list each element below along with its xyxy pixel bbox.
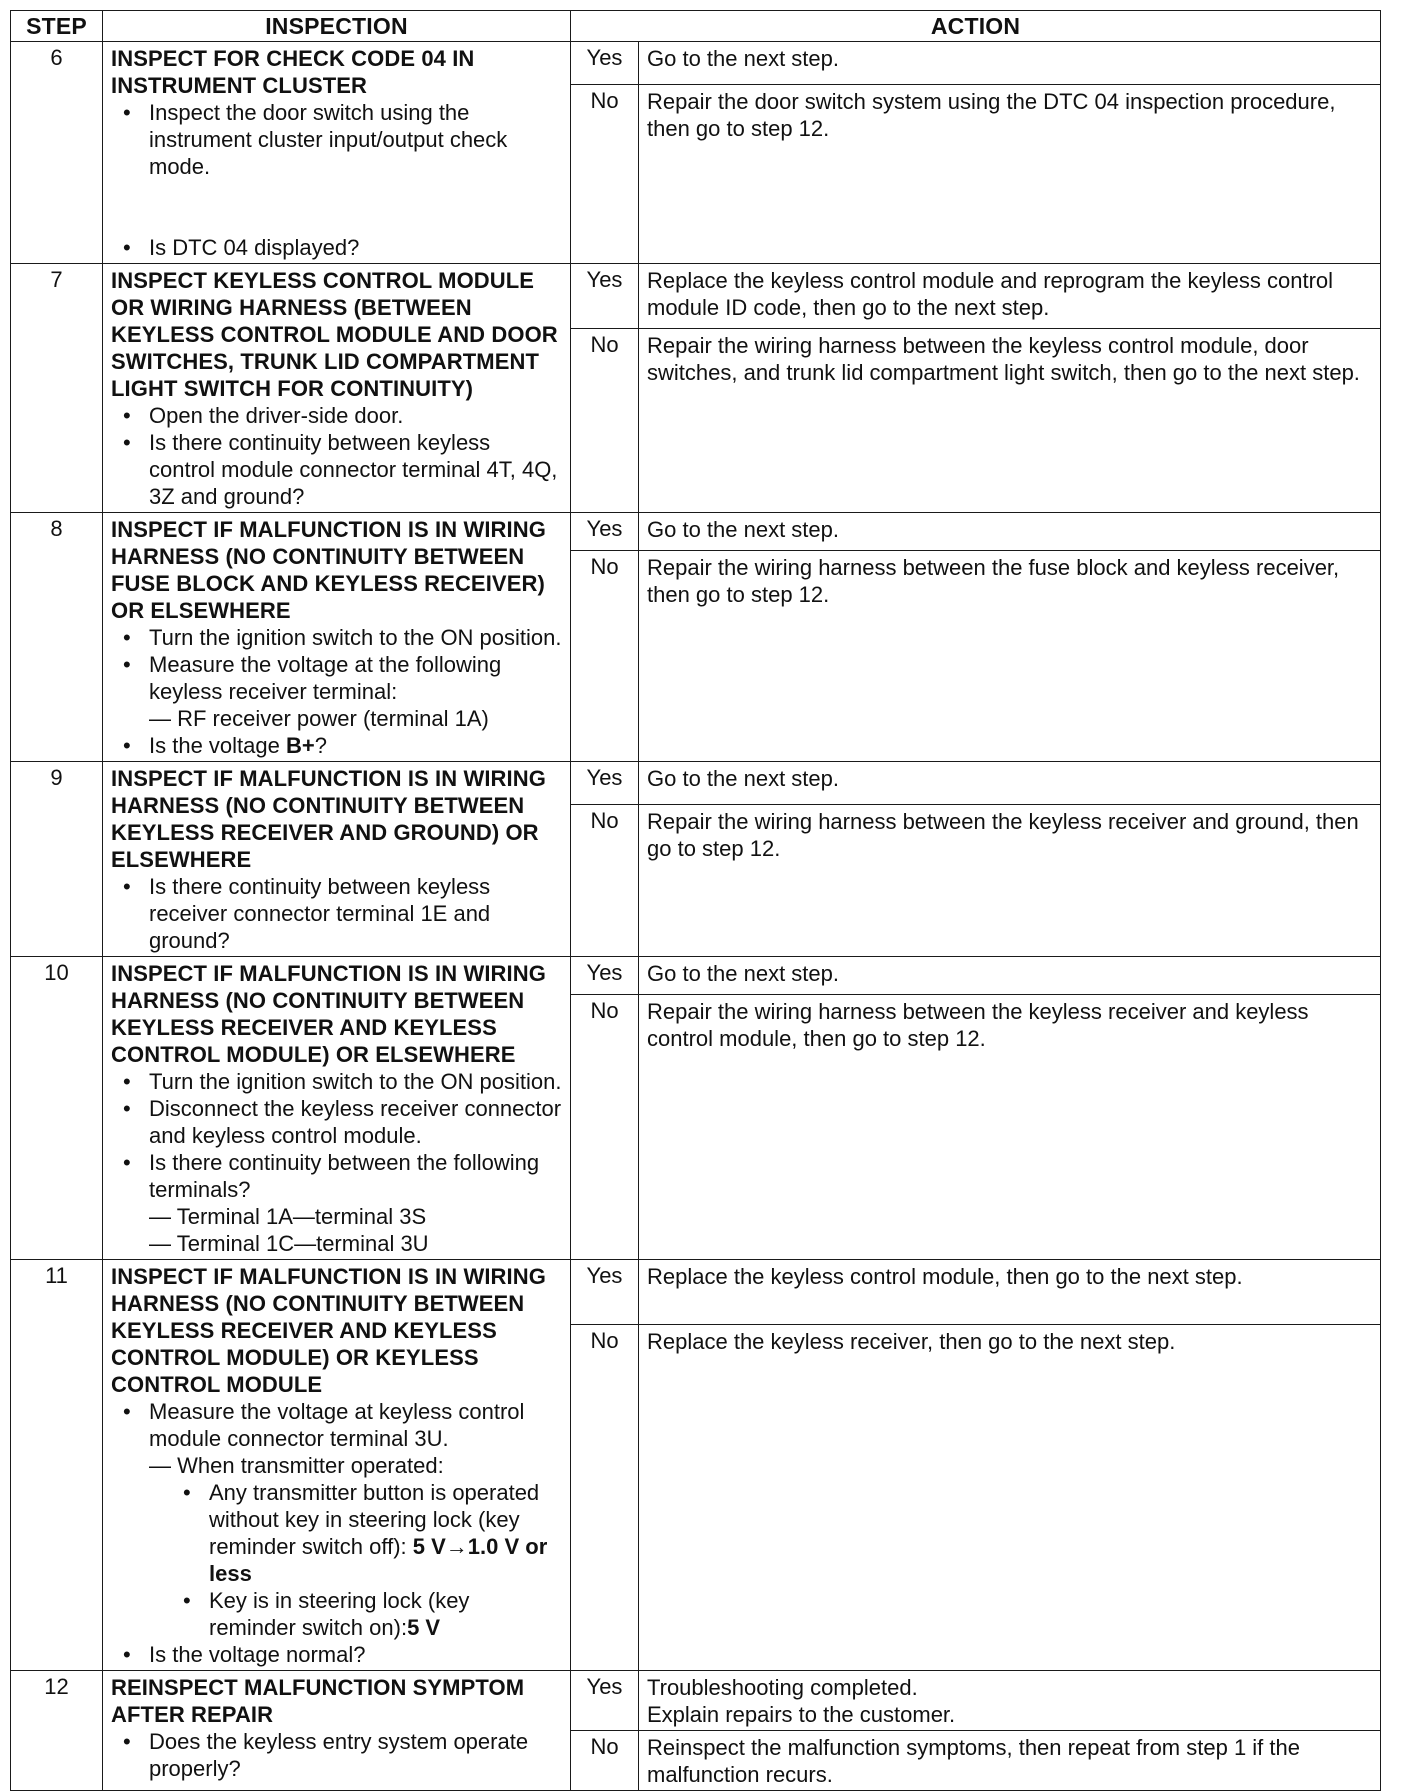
no-action: Repair the wiring harness between the keyless receiver and keyless control module, then go to step 12.	[639, 995, 1381, 1260]
yes-action: Replace the keyless control module and reprogram the keyless control module ID code, then go to the next step.	[639, 264, 1381, 329]
inspection-title: INSPECT KEYLESS CONTROL MODULE OR WIRING HARNESS (BETWEEN KEYLESS CONTROL MODULE AND DOOR SWITCHES, TRUNK LID COMPARTMENT LIGHT SWITCH FOR CONTINUITY)	[111, 268, 558, 401]
step-number: 12	[11, 1671, 103, 1791]
list-item-text: Key is in steering lock (key reminder switch on):	[209, 1588, 470, 1640]
list-item-value: B+	[285, 733, 315, 758]
inspection-cell	[103, 264, 571, 513]
table-row	[11, 1260, 1381, 1325]
no-action: Repair the wiring harness between the fuse block and keyless receiver, then go to step 12.	[639, 550, 1381, 761]
inspection-cell	[103, 762, 571, 957]
table-row	[11, 957, 1381, 995]
inspection-title: INSPECT IF MALFUNCTION IS IN WIRING HARNESS (NO CONTINUITY BETWEEN KEYLESS RECEIVER AND KEYLESS CONTROL MODULE) OR KEYLESS CONTROL MODULE	[111, 1264, 546, 1397]
list-item: • Does the keyless entry system operate properly?	[111, 1728, 562, 1782]
list-item: • Is the voltage normal?	[111, 1641, 562, 1668]
inspection-list	[111, 99, 562, 261]
no-action: Reinspect the malfunction symptoms, then repeat from step 1 if the malfunction recurs.	[639, 1731, 1381, 1791]
no-label: No	[571, 995, 639, 1260]
yes-label: Yes	[571, 513, 639, 551]
yes-action: Go to the next step.	[639, 513, 1381, 551]
inspection-list	[111, 1728, 562, 1782]
list-item: — Terminal 1A—terminal 3S	[149, 1204, 427, 1229]
inspection-list	[111, 402, 562, 510]
table-row	[11, 1671, 1381, 1731]
yes-action: Go to the next step.	[639, 957, 1381, 995]
inspection-cell	[103, 513, 571, 762]
inspection-cell	[103, 957, 571, 1260]
table-row	[11, 264, 1381, 329]
no-label: No	[571, 1324, 639, 1670]
table-row	[11, 762, 1381, 805]
troubleshooting-sheet	[10, 10, 1380, 1791]
inspection-table	[10, 10, 1381, 1791]
list-item-text: Any transmitter button is operated without key in steering lock (key reminder switch off):	[209, 1480, 540, 1559]
inspection-cell	[103, 1671, 571, 1791]
no-label: No	[571, 550, 639, 761]
inspection-title: INSPECT IF MALFUNCTION IS IN WIRING HARNESS (NO CONTINUITY BETWEEN KEYLESS RECEIVER AND GROUND) OR ELSEWHERE	[111, 766, 546, 872]
header-action: ACTION	[571, 11, 1381, 42]
list-item: • Disconnect the keyless receiver connector and keyless control module.	[111, 1095, 562, 1149]
no-action: Replace the keyless receiver, then go to the next step.	[639, 1324, 1381, 1670]
no-action: Repair the wiring harness between the keyless control module, door switches, and trunk lid compartment light switch, then go to the next step.	[639, 328, 1381, 512]
yes-label: Yes	[571, 1260, 639, 1325]
list-item: • Turn the ignition switch to the ON position.	[111, 624, 562, 651]
header-step: STEP	[11, 11, 103, 42]
step-number: 7	[11, 264, 103, 513]
list-item-value: 5 V→1.0 V or less	[209, 1534, 548, 1586]
list-item: • Is there continuity between keyless control module connector terminal 4T, 4Q, 3Z and ground?	[111, 429, 562, 510]
no-label: No	[571, 328, 639, 512]
yes-action: Replace the keyless control module, then go to the next step.	[639, 1260, 1381, 1325]
list-item: — When transmitter operated:	[149, 1453, 444, 1478]
table-row	[11, 513, 1381, 551]
list-spacer	[111, 180, 562, 234]
list-item-value: 5 V	[407, 1615, 441, 1640]
list-item	[111, 732, 562, 759]
inspection-title: INSPECT FOR CHECK CODE 04 IN INSTRUMENT CLUSTER	[111, 46, 475, 98]
yes-action: Go to the next step.	[639, 762, 1381, 805]
list-item: • Inspect the door switch using the instrument cluster input/output check mode.	[111, 99, 562, 180]
yes-label: Yes	[571, 957, 639, 995]
no-action: Repair the wiring harness between the keyless receiver and ground, then go to step 12.	[639, 805, 1381, 957]
yes-label: Yes	[571, 42, 639, 85]
list-item-suffix: ?	[314, 733, 327, 758]
yes-action: Go to the next step.	[639, 42, 1381, 85]
header-inspection: INSPECTION	[103, 11, 571, 42]
inspection-cell	[103, 42, 571, 264]
list-item-text: Is the voltage	[149, 733, 286, 758]
step-number: 9	[11, 762, 103, 957]
list-item: • Open the driver-side door.	[111, 402, 562, 429]
no-action: Repair the door switch system using the DTC 04 inspection procedure, then go to step 12.	[639, 84, 1381, 263]
inspection-list	[111, 873, 562, 954]
list-item: — RF receiver power (terminal 1A)	[149, 706, 489, 731]
yes-label: Yes	[571, 1671, 639, 1731]
list-item: • Is there continuity between the following terminals?	[111, 1149, 562, 1203]
inspection-list	[111, 1398, 562, 1668]
no-label: No	[571, 805, 639, 957]
inspection-title: INSPECT IF MALFUNCTION IS IN WIRING HARNESS (NO CONTINUITY BETWEEN FUSE BLOCK AND KEYLESS RECEIVER) OR ELSEWHERE	[111, 517, 546, 623]
header-row	[11, 11, 1381, 42]
inspection-title: INSPECT IF MALFUNCTION IS IN WIRING HARNESS (NO CONTINUITY BETWEEN KEYLESS RECEIVER AND KEYLESS CONTROL MODULE) OR ELSEWHERE	[111, 961, 546, 1067]
yes-label: Yes	[571, 762, 639, 805]
yes-label: Yes	[571, 264, 639, 329]
list-item: • Turn the ignition switch to the ON position.	[111, 1068, 562, 1095]
step-number: 8	[11, 513, 103, 762]
list-item	[111, 1479, 562, 1587]
inspection-list	[111, 1068, 562, 1257]
list-item: • Is DTC 04 displayed?	[111, 234, 562, 261]
list-item: • Measure the voltage at keyless control module connector terminal 3U.	[111, 1398, 562, 1452]
list-item: — Terminal 1C—terminal 3U	[149, 1231, 429, 1256]
inspection-title: REINSPECT MALFUNCTION SYMPTOM AFTER REPAIR	[111, 1675, 525, 1727]
list-item: • Is there continuity between keyless receiver connector terminal 1E and ground?	[111, 873, 562, 954]
no-label: No	[571, 1731, 639, 1791]
no-label: No	[571, 84, 639, 263]
table-body	[11, 42, 1381, 1791]
yes-action: Troubleshooting completed. Explain repairs to the customer.	[639, 1671, 1381, 1731]
inspection-list	[111, 624, 562, 759]
list-item	[111, 1587, 562, 1641]
table-row	[11, 42, 1381, 85]
step-number: 11	[11, 1260, 103, 1671]
list-item: • Measure the voltage at the following keyless receiver terminal:	[111, 651, 562, 705]
step-number: 6	[11, 42, 103, 264]
step-number: 10	[11, 957, 103, 1260]
inspection-cell	[103, 1260, 571, 1671]
